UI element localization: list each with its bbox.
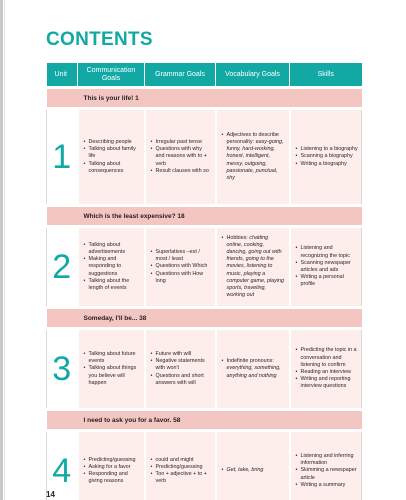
- skills-item: • Scanning newspaper articles and ads: [296, 260, 359, 274]
- skills-item: • Listening and recognizing the topic: [296, 245, 359, 259]
- vocabulary-item: • Get, take, bring: [222, 467, 286, 474]
- skills-list: [296, 453, 359, 489]
- vocabulary-list: [222, 235, 286, 300]
- unit-number-cell: [47, 228, 78, 306]
- grammar-list: [151, 351, 212, 387]
- grammar-list: [151, 249, 212, 285]
- communication-cell: [78, 330, 145, 408]
- grammar-item: • Questions with How long: [151, 271, 212, 285]
- unit-row: [47, 432, 362, 500]
- skills-item: • Predicting the topic in a conversation and listening to confirm: [296, 347, 359, 369]
- communication-item: • Talking about consequences: [84, 161, 141, 175]
- unit-title-row: [47, 89, 362, 107]
- communication-item: • Talking about future events: [84, 351, 141, 365]
- vocabulary-item: • Indefinite pronouns: everything, something, anything and nothing: [222, 358, 286, 380]
- communication-item: • Describing people: [84, 139, 141, 146]
- communication-item: • Predicting/guessing: [84, 457, 141, 464]
- grammar-item: • Negative statements with won't: [151, 358, 212, 372]
- grammar-item: • Irregular past tense: [151, 139, 212, 146]
- skills-item: • Writing and reporting interview questions: [296, 376, 359, 390]
- grammar-item: • Result clauses with so: [151, 168, 212, 175]
- vocabulary-cell: [216, 228, 290, 306]
- vocabulary-cell: [216, 432, 290, 500]
- page-edge: [0, 0, 3, 500]
- grammar-item: • Future with will: [151, 351, 212, 358]
- skills-item: • Listening and inferring information: [296, 453, 359, 467]
- skills-list: [296, 347, 359, 390]
- header-unit: Unit: [47, 63, 78, 86]
- contents-table: [46, 63, 362, 500]
- page-title: CONTENTS: [46, 29, 153, 50]
- communication-item: • Talking about the length of events: [84, 278, 141, 292]
- communication-item: • Talking about advertisements: [84, 242, 141, 256]
- communication-item: • Talking about family life: [84, 146, 141, 160]
- vocabulary-list: [222, 467, 286, 474]
- page-edge-inner: [4, 0, 5, 500]
- communication-list: [84, 351, 141, 387]
- communication-cell: [78, 110, 145, 204]
- grammar-cell: [145, 432, 216, 500]
- communication-list: [84, 139, 141, 175]
- header-grammar-goals: Grammar Goals: [145, 63, 216, 86]
- grammar-item: • Predicting/guessing: [151, 464, 212, 471]
- grammar-item: • could and might: [151, 457, 212, 464]
- communication-item: • Asking for a favor: [84, 464, 141, 471]
- skills-list: [296, 245, 359, 288]
- unit-number-cell: [47, 330, 78, 408]
- vocabulary-list: [222, 132, 286, 182]
- skills-cell: [290, 330, 362, 408]
- vocabulary-item: • Adjectives to describe personality: easy-going, funny, hard-working, honest, intelligent, messy, outgoing, passionate, punctual, shy: [222, 132, 286, 182]
- vocabulary-cell: [216, 110, 290, 204]
- unit-number: 4: [52, 452, 72, 490]
- grammar-item: • Questions with Which: [151, 263, 212, 270]
- page-number: 14: [46, 490, 55, 499]
- unit-number-cell: [47, 110, 78, 204]
- skills-item: • Listening to a biography: [296, 146, 359, 153]
- header-vocabulary-goals: Vocabulary Goals: [216, 63, 290, 86]
- communication-item: • Talking about things you believe will happen: [84, 365, 141, 387]
- unit-row: [47, 110, 362, 204]
- unit-number: 2: [52, 248, 72, 286]
- grammar-item: • Questions and short answers with will: [151, 373, 212, 387]
- unit-title-row: [47, 309, 362, 327]
- grammar-item: • Too + adjective + to + verb: [151, 471, 212, 485]
- units-body: [47, 86, 362, 500]
- communication-item: • Responding and giving reasons: [84, 471, 141, 485]
- grammar-item: • Superlatives –est / most / least: [151, 249, 212, 263]
- header-communication-goals: Communication Goals: [78, 63, 145, 86]
- grammar-cell: [145, 330, 216, 408]
- vocabulary-cell: [216, 330, 290, 408]
- unit-number: 1: [52, 138, 72, 176]
- skills-cell: [290, 228, 362, 306]
- vocabulary-item: • Hobbies: chatting online, cooking, dancing, going out with friends, going to the movies, listening to music, playing a computer game, playing sports, traveling, working out: [222, 235, 286, 300]
- skills-item: • Writing a biography: [296, 161, 359, 168]
- unit-number: 3: [52, 350, 72, 388]
- skills-cell: [290, 110, 362, 204]
- skills-item: • Writing a summary: [296, 482, 359, 489]
- skills-cell: [290, 432, 362, 500]
- unit-title: Which is the least expensive? 18: [47, 207, 362, 225]
- skills-item: • Skimming a newspaper article: [296, 467, 359, 481]
- grammar-cell: [145, 228, 216, 306]
- unit-row: [47, 228, 362, 306]
- communication-item: • Making and responding to suggestions: [84, 256, 141, 278]
- communication-list: [84, 457, 141, 486]
- skills-list: [296, 146, 359, 168]
- grammar-item: • Questions with why and reasons with to + verb: [151, 146, 212, 168]
- skills-item: • Reading an interview: [296, 369, 359, 376]
- unit-title-row: [47, 411, 362, 429]
- communication-list: [84, 242, 141, 292]
- communication-cell: [78, 432, 145, 500]
- grammar-list: [151, 139, 212, 175]
- header-skills: Skills: [290, 63, 362, 86]
- skills-item: • Writing a personal profile: [296, 274, 359, 288]
- unit-title: Someday, I'll be... 38: [47, 309, 362, 327]
- communication-cell: [78, 228, 145, 306]
- grammar-cell: [145, 110, 216, 204]
- header-row: [47, 63, 362, 86]
- unit-row: [47, 330, 362, 408]
- skills-item: • Scanning a biography: [296, 153, 359, 160]
- grammar-list: [151, 457, 212, 486]
- unit-title: This is your life! 1: [47, 89, 362, 107]
- unit-title-row: [47, 207, 362, 225]
- vocabulary-list: [222, 358, 286, 380]
- unit-title: I need to ask you for a favor. 58: [47, 411, 362, 429]
